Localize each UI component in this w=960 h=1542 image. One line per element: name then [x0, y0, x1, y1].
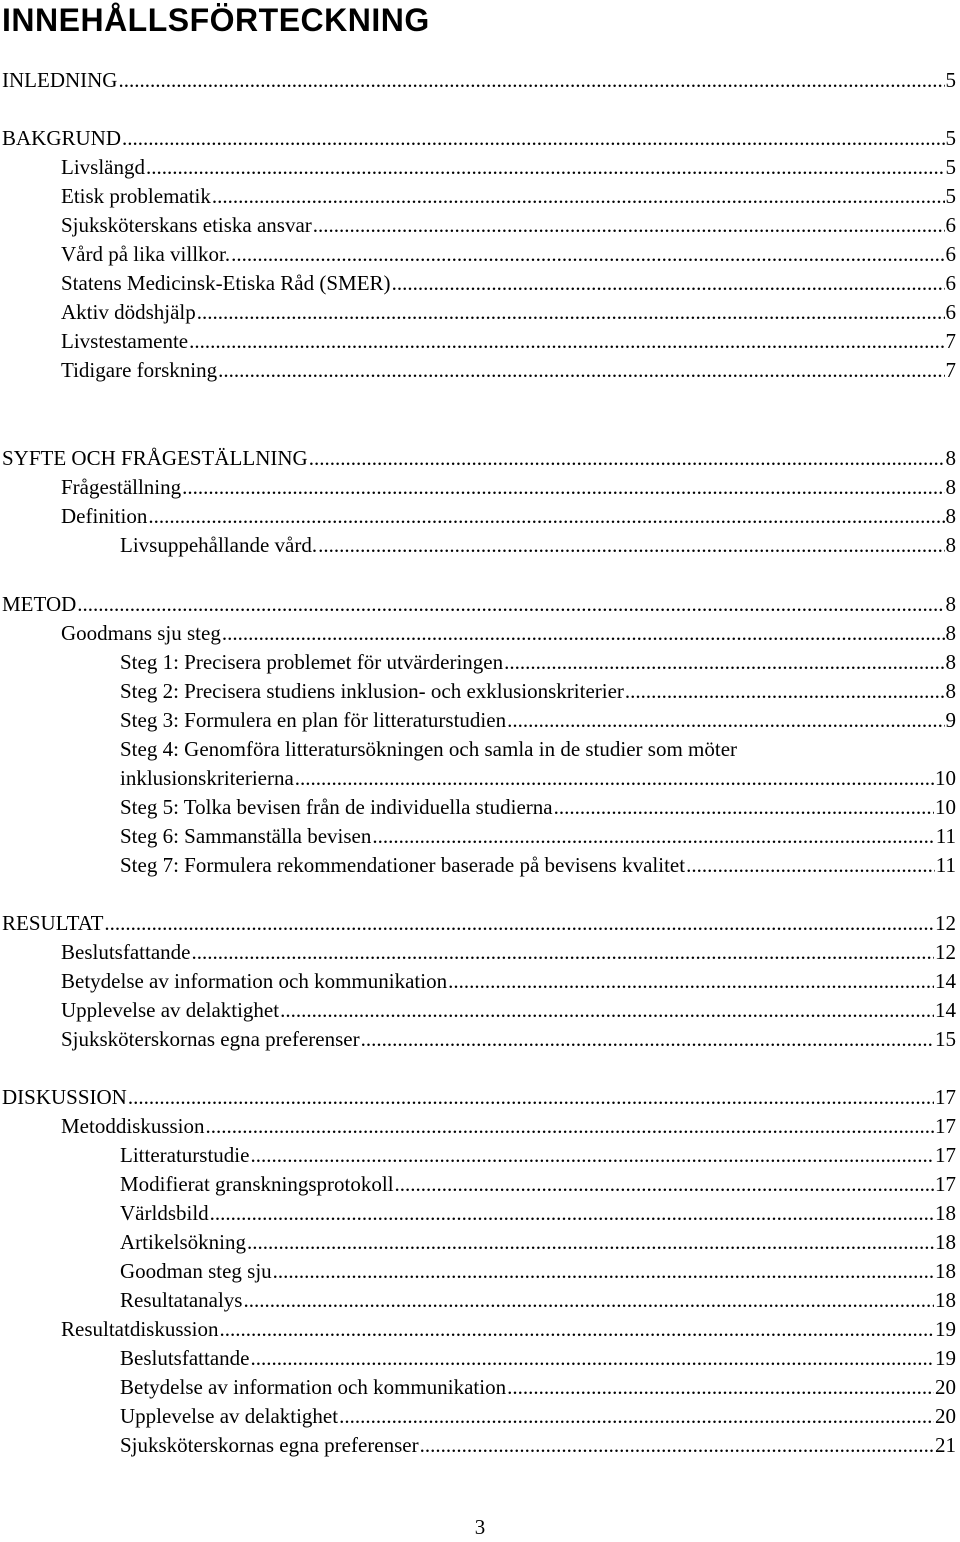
dot-leader — [189, 327, 944, 356]
dot-leader — [507, 1373, 934, 1402]
toc-entry-goodmans-sju-steg[interactable] — [0, 619, 956, 648]
toc-entry-page: 18 — [935, 1201, 956, 1225]
toc-entry-label: Livsuppehållande vård. — [120, 533, 318, 557]
toc-entry-label: Upplevelse av delaktighet — [120, 1404, 339, 1428]
toc-entry-resultatdiskussion[interactable] — [0, 1315, 956, 1344]
toc-entry-steg-1[interactable] — [0, 648, 956, 677]
toc-entry-betydelse-information-diskussion[interactable] — [0, 1373, 956, 1402]
dot-leader — [182, 473, 944, 502]
toc-entry-label: INLEDNING — [2, 68, 118, 92]
toc-entry-label: Betydelse av information och kommunikation — [120, 1375, 507, 1399]
toc-entry-label: Frågeställning — [61, 475, 182, 499]
toc-entry-livslangd[interactable] — [0, 153, 956, 182]
toc-entry-label: Steg 5: Tolka bevisen från de individuella studierna — [120, 795, 553, 819]
dot-leader — [128, 1083, 934, 1112]
dot-leader — [222, 619, 945, 648]
toc-entry-metod[interactable] — [0, 590, 956, 619]
toc-entry-page: 8 — [945, 679, 956, 703]
toc-heading: INNEHÅLLSFÖRTECKNING — [2, 2, 430, 38]
dot-leader — [295, 764, 934, 793]
toc-entry-label: Steg 7: Formulera rekommendationer baserade på bevisens kvalitet — [120, 853, 686, 877]
toc-entry-page: 8 — [945, 533, 956, 557]
toc-entry-artikelsokning[interactable] — [0, 1228, 956, 1257]
toc-entry-label: Goodmans sju steg — [61, 621, 221, 645]
toc-entry-label: Sjuksköterskans etiska ansvar — [61, 213, 312, 237]
toc-entry-page: 20 — [935, 1404, 956, 1428]
toc-entry-label: Metoddiskussion — [61, 1114, 205, 1138]
toc-entry-livsuppehallande-vard[interactable] — [0, 531, 956, 560]
toc-entry-label: Goodman steg sju — [120, 1259, 272, 1283]
toc-entry-steg-2[interactable] — [0, 677, 956, 706]
toc-entry-vard-pa-lika-villkor[interactable] — [0, 240, 956, 269]
toc-entry-steg-5[interactable] — [0, 793, 956, 822]
dot-leader — [686, 851, 935, 880]
toc-entry-bakgrund[interactable] — [0, 124, 956, 153]
toc-entry-fragestallning[interactable] — [0, 473, 956, 502]
toc-entry-upplevelse-delaktighet[interactable] — [0, 996, 956, 1025]
dot-leader — [392, 269, 945, 298]
dot-leader — [250, 1344, 934, 1373]
toc-entry-metoddiskussion[interactable] — [0, 1112, 956, 1141]
toc-entry-label: Definition — [61, 504, 148, 528]
dot-leader — [206, 1112, 934, 1141]
toc-entry-page: 11 — [935, 853, 956, 877]
toc-entry-resultat[interactable] — [0, 909, 956, 938]
toc-entry-egna-preferenser-diskussion[interactable] — [0, 1431, 956, 1460]
toc-entry-page: 5 — [945, 68, 956, 92]
dot-leader — [318, 531, 944, 560]
toc-entry-aktiv-dodshjalp[interactable] — [0, 298, 956, 327]
toc-entry-label: Sjuksköterskornas egna preferenser — [61, 1027, 360, 1051]
toc-entry-page: 17 — [935, 1172, 956, 1196]
toc-entry-label: RESULTAT — [2, 911, 104, 935]
toc-entry-label: Litteraturstudie — [120, 1143, 250, 1167]
toc-entry-page: 14 — [935, 969, 956, 993]
dot-leader — [339, 1402, 934, 1431]
toc-entry-page: 8 — [945, 592, 956, 616]
toc-entry-page: 6 — [945, 271, 956, 295]
dot-leader — [250, 1141, 934, 1170]
toc-entry-page: 6 — [945, 242, 956, 266]
dot-leader — [191, 938, 934, 967]
toc-entry-label: Beslutsfattande — [120, 1346, 250, 1370]
toc-entry-label: METOD — [2, 592, 77, 616]
toc-entry-page: 11 — [935, 824, 956, 848]
dot-leader — [148, 502, 944, 531]
toc-entry-page: 7 — [945, 329, 956, 353]
dot-leader — [118, 66, 944, 95]
dot-leader — [309, 444, 945, 473]
dot-leader — [554, 793, 934, 822]
toc-entry-page: 10 — [935, 795, 956, 819]
dot-leader — [77, 590, 944, 619]
toc-entry-page: 17 — [935, 1085, 956, 1109]
toc-entry-page: 21 — [935, 1433, 956, 1457]
toc-entry-diskussion[interactable] — [0, 1083, 956, 1112]
dot-leader — [395, 1170, 934, 1199]
toc-entry-steg-6[interactable] — [0, 822, 956, 851]
toc-entry-litteraturstudie[interactable] — [0, 1141, 956, 1170]
dot-leader — [218, 356, 944, 385]
toc-entry-beslutsfattande[interactable] — [0, 938, 956, 967]
toc-entry-goodman-steg-sju[interactable] — [0, 1257, 956, 1286]
page-number: 3 — [474, 1515, 486, 1539]
toc-entry-egna-preferenser[interactable] — [0, 1025, 956, 1054]
toc-entry-page: 12 — [935, 940, 956, 964]
toc-entry-page: 6 — [945, 300, 956, 324]
toc-entry-upplevelse-delaktighet-diskussion[interactable] — [0, 1402, 956, 1431]
dot-leader — [372, 822, 934, 851]
toc-entry-page: 8 — [945, 446, 956, 470]
toc-entry-label: Statens Medicinsk-Etiska Råd (SMER) — [61, 271, 391, 295]
toc-entry-page: 19 — [935, 1346, 956, 1370]
toc-entry-label: Beslutsfattande — [61, 940, 191, 964]
toc-entry-page: 8 — [945, 621, 956, 645]
dot-leader — [210, 1199, 934, 1228]
toc-entry-page: 14 — [935, 998, 956, 1022]
dot-leader — [507, 706, 944, 735]
toc-entry-label: Betydelse av information och kommunikation — [61, 969, 448, 993]
toc-entry-betydelse-information[interactable] — [0, 967, 956, 996]
toc-entry-label: Resultatdiskussion — [61, 1317, 219, 1341]
toc-entry-page: 15 — [935, 1027, 956, 1051]
toc-entry-page: 8 — [945, 650, 956, 674]
toc-entry-label: BAKGRUND — [2, 126, 122, 150]
toc-entry-page: 10 — [935, 766, 956, 790]
toc-entry-steg-4[interactable] — [120, 735, 956, 793]
toc-entry-livstestamente[interactable] — [0, 327, 956, 356]
toc-entry-label: Upplevelse av delaktighet — [61, 998, 280, 1022]
toc-entry-page: 19 — [935, 1317, 956, 1341]
toc-entry-label: Livstestamente — [61, 329, 189, 353]
dot-leader — [212, 182, 945, 211]
toc-entry-page: 17 — [935, 1143, 956, 1167]
dot-leader — [247, 1228, 934, 1257]
toc-entry-label: Artikelsökning — [120, 1230, 246, 1254]
toc-entry-label: Vård på lika villkor. — [61, 242, 231, 266]
dot-leader — [231, 240, 944, 269]
toc-entry-beslutsfattande-diskussion[interactable] — [0, 1344, 956, 1373]
toc-entry-page: 18 — [935, 1288, 956, 1312]
toc-entry-label: Tidigare forskning — [61, 358, 218, 382]
toc-entry-label: Steg 6: Sammanställa bevisen — [120, 824, 372, 848]
toc-entry-label: Steg 1: Precisera problemet för utvärderingen — [120, 650, 504, 674]
toc-entry-page: 5 — [945, 155, 956, 179]
toc-entry-label: Resultatanalys — [120, 1288, 243, 1312]
toc-entry-tidigare-forskning[interactable] — [0, 356, 956, 385]
dot-leader — [104, 909, 934, 938]
toc-entry-granskningsprotokoll[interactable] — [0, 1170, 956, 1199]
toc-entry-page: 6 — [945, 213, 956, 237]
toc-entry-inledning[interactable] — [0, 66, 956, 95]
toc-entry-etisk-problematik[interactable] — [0, 182, 956, 211]
toc-entry-label-line1: Steg 4: Genomföra litteratursökningen och samla in de studier som möter — [120, 737, 738, 761]
toc-entry-syfte[interactable] — [0, 444, 956, 473]
toc-entry-page: 8 — [945, 504, 956, 528]
toc-entry-label: Sjuksköterskornas egna preferenser — [120, 1433, 419, 1457]
toc-entry-page: 20 — [935, 1375, 956, 1399]
toc-entry-page: 8 — [945, 475, 956, 499]
dot-leader — [420, 1431, 934, 1460]
dot-leader — [625, 677, 945, 706]
toc-entry-resultatanalys[interactable] — [0, 1286, 956, 1315]
toc-entry-label: Steg 2: Precisera studiens inklusion- och exklusionskriterier — [120, 679, 624, 703]
dot-leader — [448, 967, 934, 996]
toc-entry-page: 9 — [945, 708, 956, 732]
dot-leader — [273, 1257, 934, 1286]
dot-leader — [197, 298, 945, 327]
toc-entry-page: 5 — [945, 184, 956, 208]
toc-entry-steg-3[interactable] — [0, 706, 956, 735]
toc-entry-label: Etisk problematik — [61, 184, 211, 208]
toc-entry-label: Modifierat granskningsprotokoll — [120, 1172, 394, 1196]
dot-leader — [361, 1025, 934, 1054]
toc-entry-label: DISKUSSION — [2, 1085, 127, 1109]
toc-entry-definition[interactable] — [0, 502, 956, 531]
toc-entry-page: 12 — [935, 911, 956, 935]
dot-leader — [146, 153, 945, 182]
dot-leader — [313, 211, 945, 240]
toc-entry-label: Livslängd — [61, 155, 145, 179]
toc-entry-label-line2: inklusionskriterierna — [120, 766, 294, 790]
toc-entry-smer[interactable] — [0, 269, 956, 298]
toc-entry-page: 18 — [935, 1259, 956, 1283]
dot-leader — [122, 124, 944, 153]
toc-entry-steg-7[interactable] — [0, 851, 956, 880]
toc-entry-page: 17 — [935, 1114, 956, 1138]
dot-leader — [220, 1315, 934, 1344]
toc-entry-label: Världsbild — [120, 1201, 209, 1225]
toc-entry-sjukskoterskans-etiska-ansvar[interactable] — [0, 211, 956, 240]
toc-entry-page: 5 — [945, 126, 956, 150]
dot-leader — [243, 1286, 934, 1315]
toc-entry-label: SYFTE OCH FRÅGESTÄLLNING — [2, 446, 308, 470]
toc-entry-label: Steg 3: Formulera en plan för litteraturstudien — [120, 708, 507, 732]
toc-entry-varldsbild[interactable] — [0, 1199, 956, 1228]
dot-leader — [504, 648, 944, 677]
dot-leader — [280, 996, 934, 1025]
toc-entry-label: Aktiv dödshjälp — [61, 300, 196, 324]
toc-entry-page: 7 — [945, 358, 956, 382]
toc-entry-page: 18 — [935, 1230, 956, 1254]
